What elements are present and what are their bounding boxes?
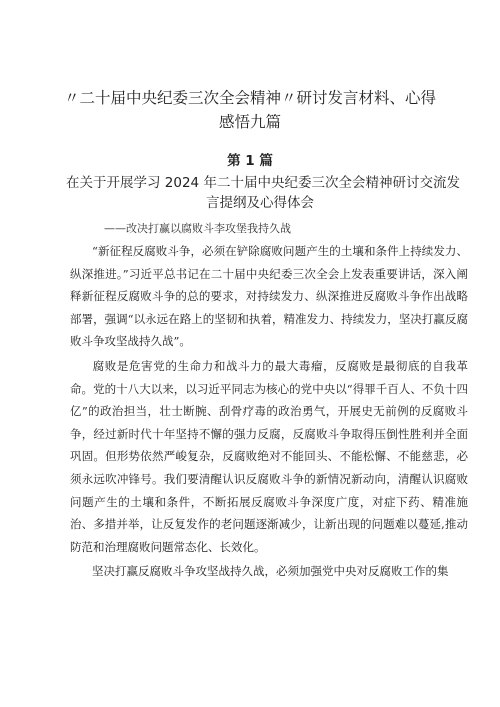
section-number: 第 1 篇: [227, 153, 273, 169]
paragraph: [70, 560, 468, 583]
body-text: [70, 240, 468, 585]
document-title: [0, 86, 500, 134]
section-title-line-2: 言提纲及心得体会: [206, 195, 314, 211]
paragraph-text: 坚决打赢反腐败斗争攻坚战持久战，必须加强党中央对反腐败工作的集: [92, 564, 449, 579]
section-title-line-1: 在关于开展学习 2024 年二十届中央纪委三次全会精神研讨交流发: [66, 175, 460, 191]
paragraph: [70, 240, 468, 353]
document-title-line-2: 感悟九篇: [218, 113, 281, 131]
paragraph-text: “新征程反腐败斗争，必须在铲除腐败问题产生的土壤和条件上持续发力、纵深推进。”习近平总书记在二十届中央纪委三次全会上发表重要讲话，深入阐释新征程反腐败斗争的总的要求，对持续发力、纵深推进反腐败斗争作出战略部署，强调“以永远在路上的坚韧和执着，精准发力、持续发力，坚决打赢反腐败斗争攻坚战持久战”。: [70, 244, 468, 349]
section-subtitle: ——改决打赢以腐败斗李攻堡我持久战: [104, 222, 291, 235]
paragraph: [70, 355, 468, 558]
section-title: [60, 173, 460, 213]
document-title-line-1: 〃二十届中央纪委三次全会精神〃研讨发言材料、心得: [63, 89, 436, 107]
paragraph-text: 腐败是危害党的生命力和战斗力的最大毒瘤，反腐败是最彻底的自我革命。党的十八大以来，以习近平同志为核心的党中央以“得罪千百人、不负十四亿”的政治担当，壮士断腕、刮骨疗毒的政治勇气，开展史无前例的反腐败斗争，经过新时代十年坚持不懈的强力反腐，反腐败斗争取得压倒性胜利并全面巩固。但形势依然严峻复杂，反腐败绝对不能回头、不能松懈、不能慈悲，必须永远吹冲锋号。我们要清醒认识反腐败斗争的新情况新动向，清醒认识腐败问题产生的土壤和条件，不断拓展反腐败斗争深度广度，对症下药、精准施治、多措并举，让反复发作的老问题逐渐减少，让新出现的问题难以蔓延,推动防范和治理腐败问题常态化、长效化。: [70, 358, 468, 554]
